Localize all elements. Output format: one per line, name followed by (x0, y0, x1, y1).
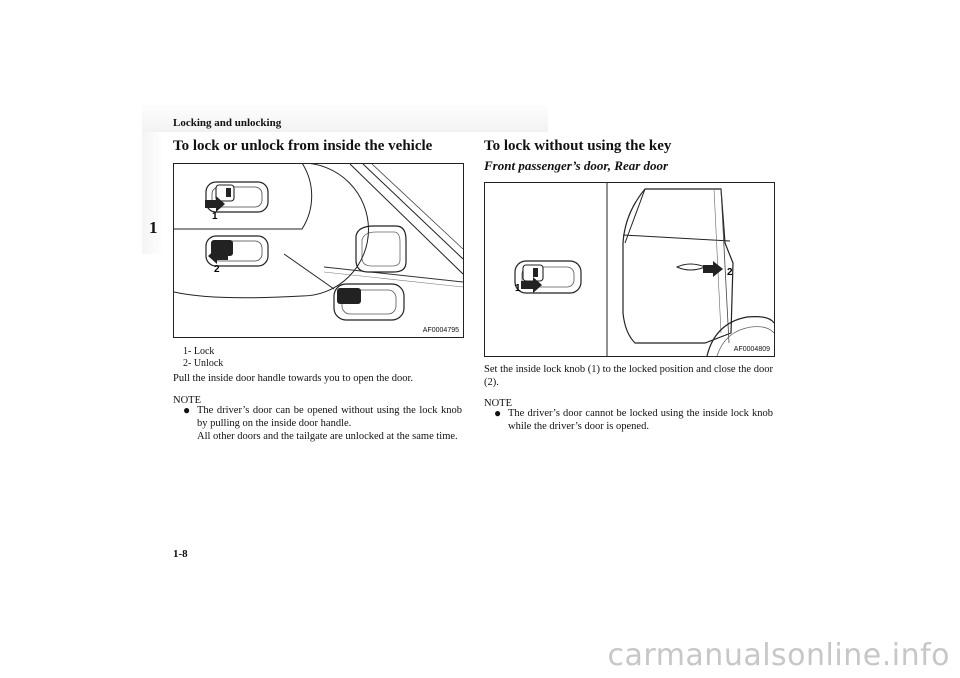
callout-2: 2 (727, 267, 733, 278)
right-heading: To lock without using the key (484, 138, 672, 154)
figure-legend (183, 346, 223, 370)
right-note-item (494, 407, 773, 433)
figure-id: AF0004795 (422, 327, 459, 334)
left-note-text-2: All other doors and the tailgate are unlocked at the same time. (197, 431, 458, 442)
callout-1: 1 (515, 283, 521, 294)
right-subheading: Front passenger’s door, Rear door (484, 158, 669, 173)
bullet-icon: ● (183, 403, 191, 417)
left-note-text-1: The driver’s door can be opened without using the lock knob by pulling on the inside door handle. (197, 405, 462, 429)
inside-handle-illustration (174, 164, 463, 337)
watermark: carmanualsonline.info (607, 638, 950, 673)
figure-lock-without-key (484, 182, 775, 357)
callout-1: 1 (212, 211, 218, 222)
right-note-text: The driver’s door cannot be locked using the inside lock knob while the driver’s door is opened. (508, 408, 773, 432)
right-paragraph: Set the inside lock knob (1) to the locked position and close the door (2). (484, 364, 773, 388)
door-lock-illustration (485, 183, 774, 356)
legend-unlock: 2- Unlock (183, 358, 224, 369)
figure-inside-lock-unlock (173, 163, 464, 338)
legend-lock: 1- Lock (183, 346, 215, 357)
figure-id: AF0004809 (733, 346, 770, 353)
bullet-icon: ● (494, 406, 502, 420)
left-note-item (183, 404, 462, 443)
left-note-label: NOTE (173, 395, 201, 406)
left-heading: To lock or unlock from inside the vehicle (173, 138, 433, 154)
section-title: Locking and unlocking (173, 117, 282, 129)
left-paragraph: Pull the inside door handle towards you to open the door. (173, 373, 414, 384)
right-note-label: NOTE (484, 398, 512, 409)
page-number: 1-8 (173, 548, 188, 560)
callout-2: 2 (214, 264, 220, 275)
chapter-tab-number: 1 (149, 218, 158, 237)
